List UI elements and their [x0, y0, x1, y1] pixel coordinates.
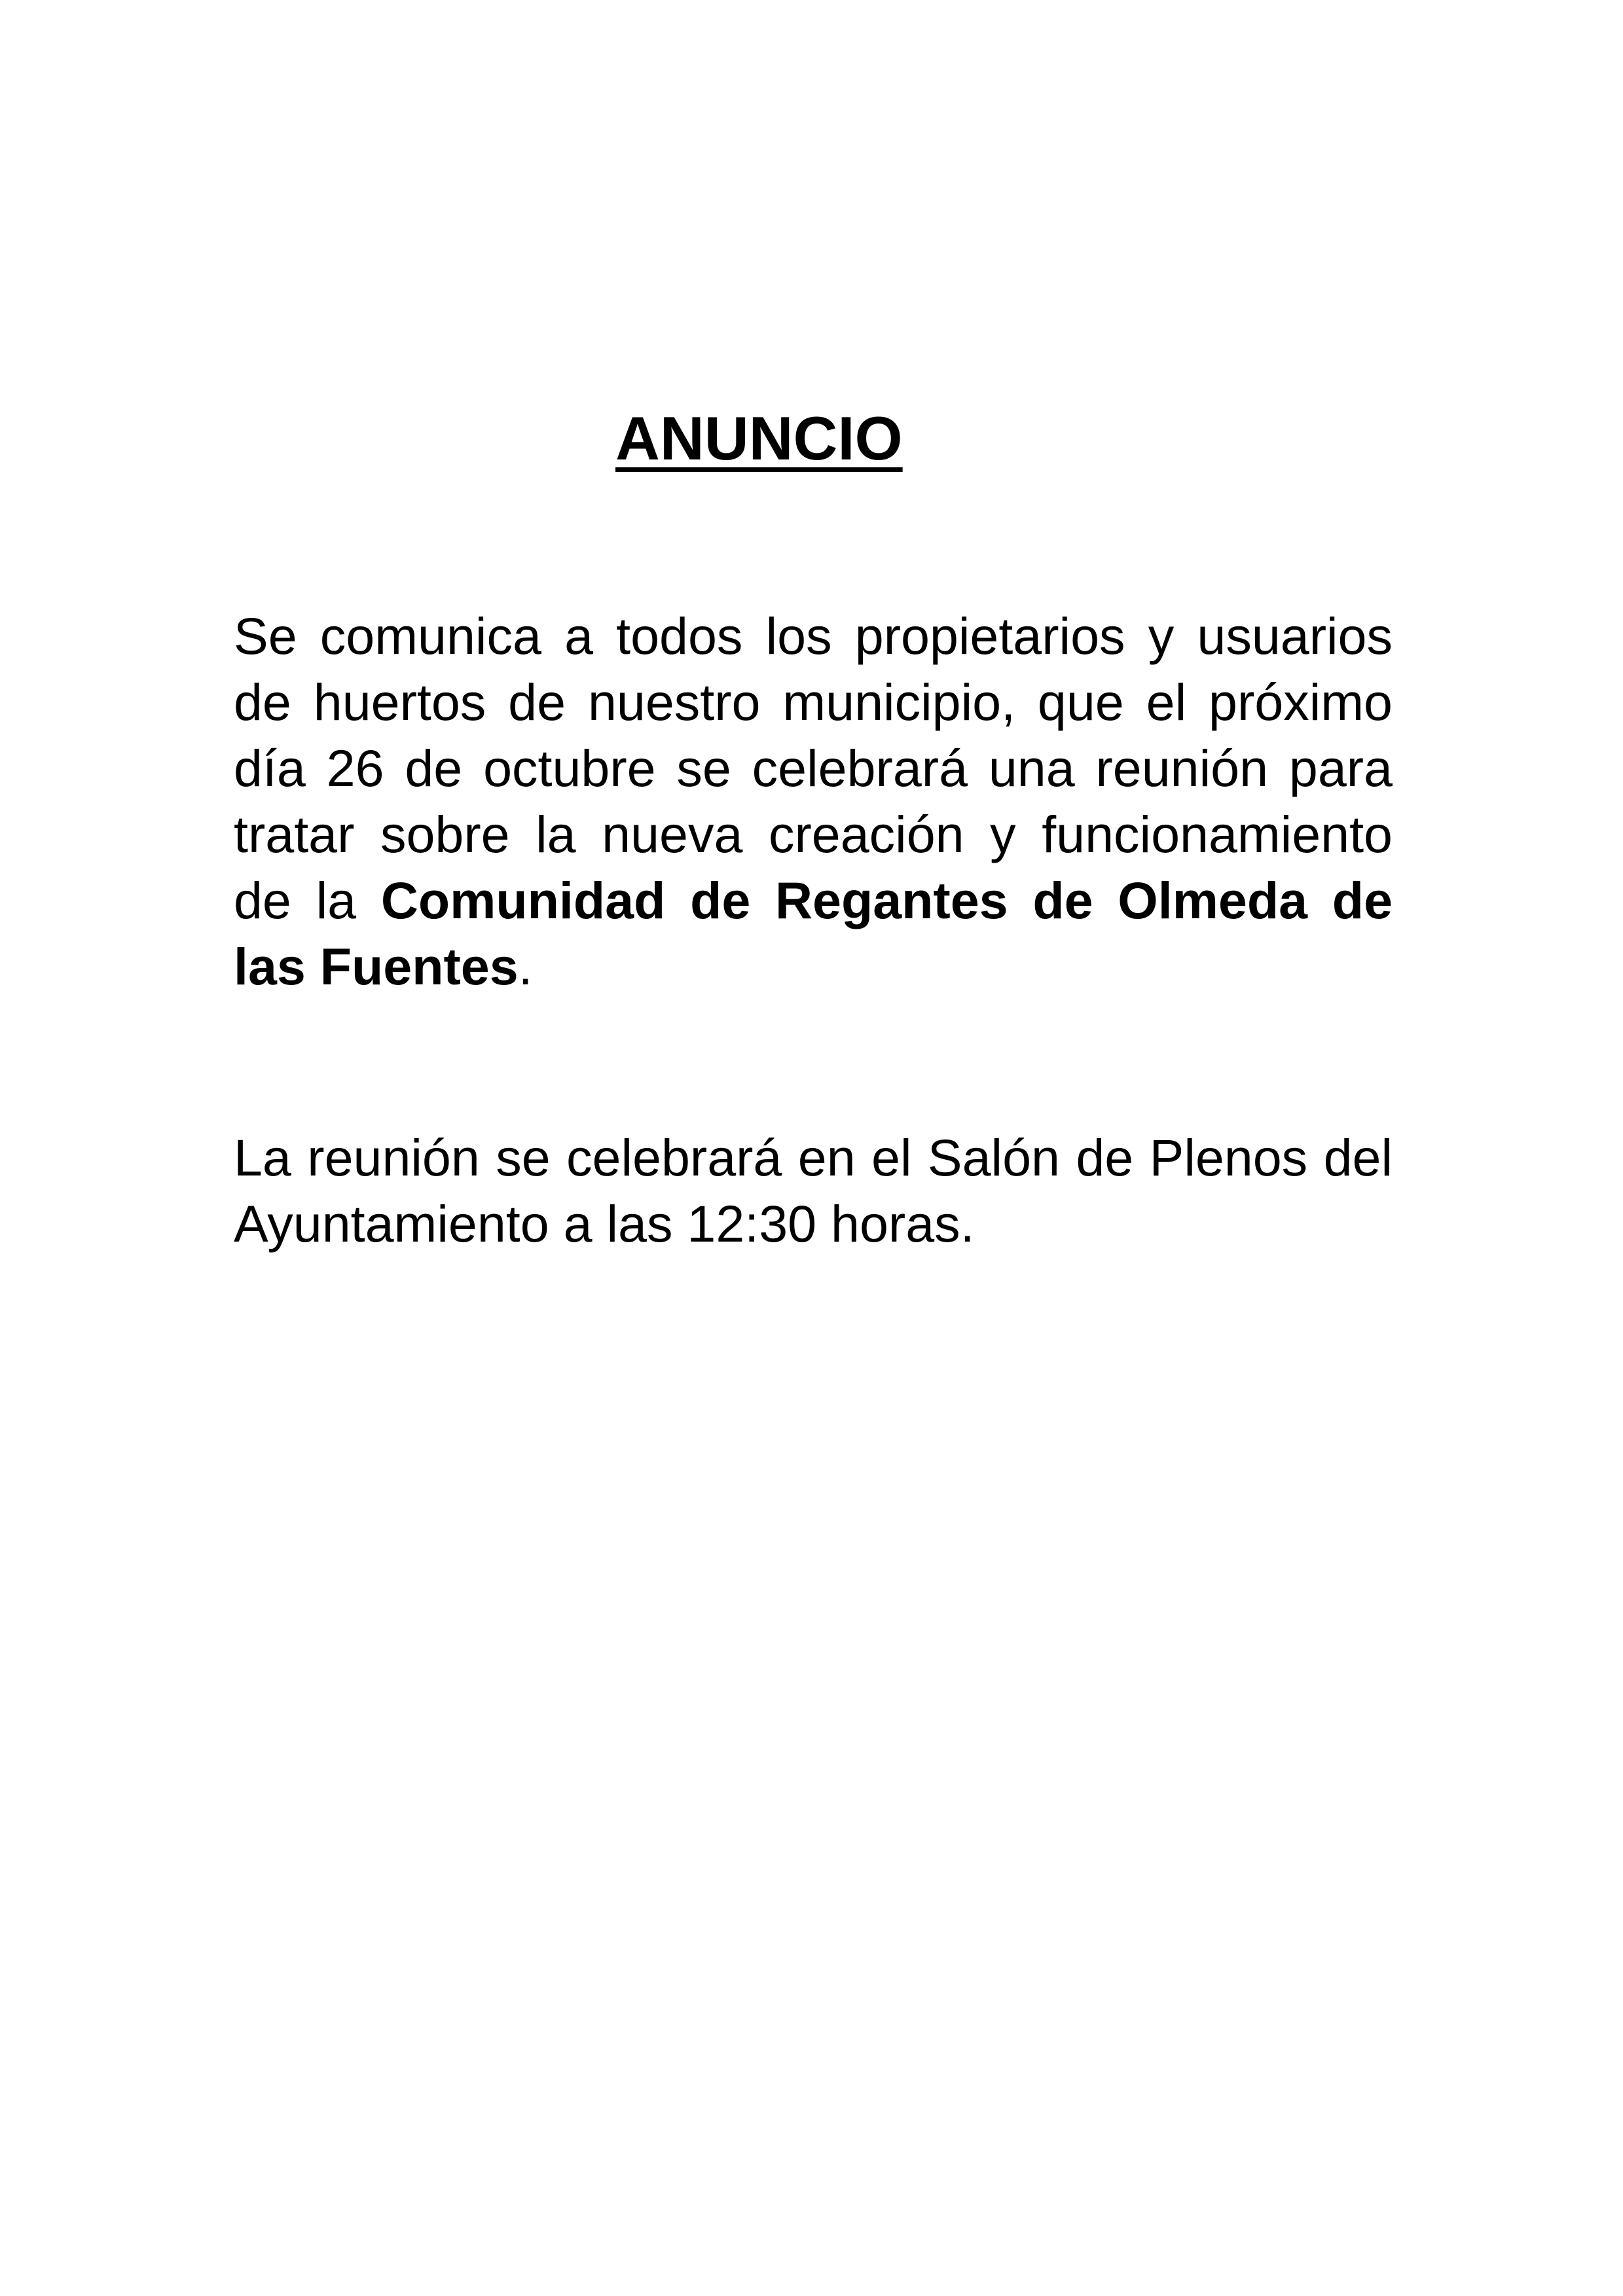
community-name: Comunidad de Regantes de Olmeda de las Fuentes	[234, 871, 1393, 996]
paragraph-1-intro: Se comunica a todos los propietarios y usuarios de huertos de nuestro municipio, que el próximo día 26 de octubre se celebrará una reunión para tratar sobre la nueva creación y funcionamiento de la	[234, 607, 1393, 929]
announcement-title: ANUNCIO	[615, 404, 903, 473]
announcement-paragraph-2: La reunión se celebrará en el Salón de Plenos del Ayuntamiento a las 12:30 horas.	[234, 1128, 1393, 1253]
announcement-paragraph-1	[234, 603, 1393, 999]
paragraph-1-end: .	[518, 937, 533, 996]
